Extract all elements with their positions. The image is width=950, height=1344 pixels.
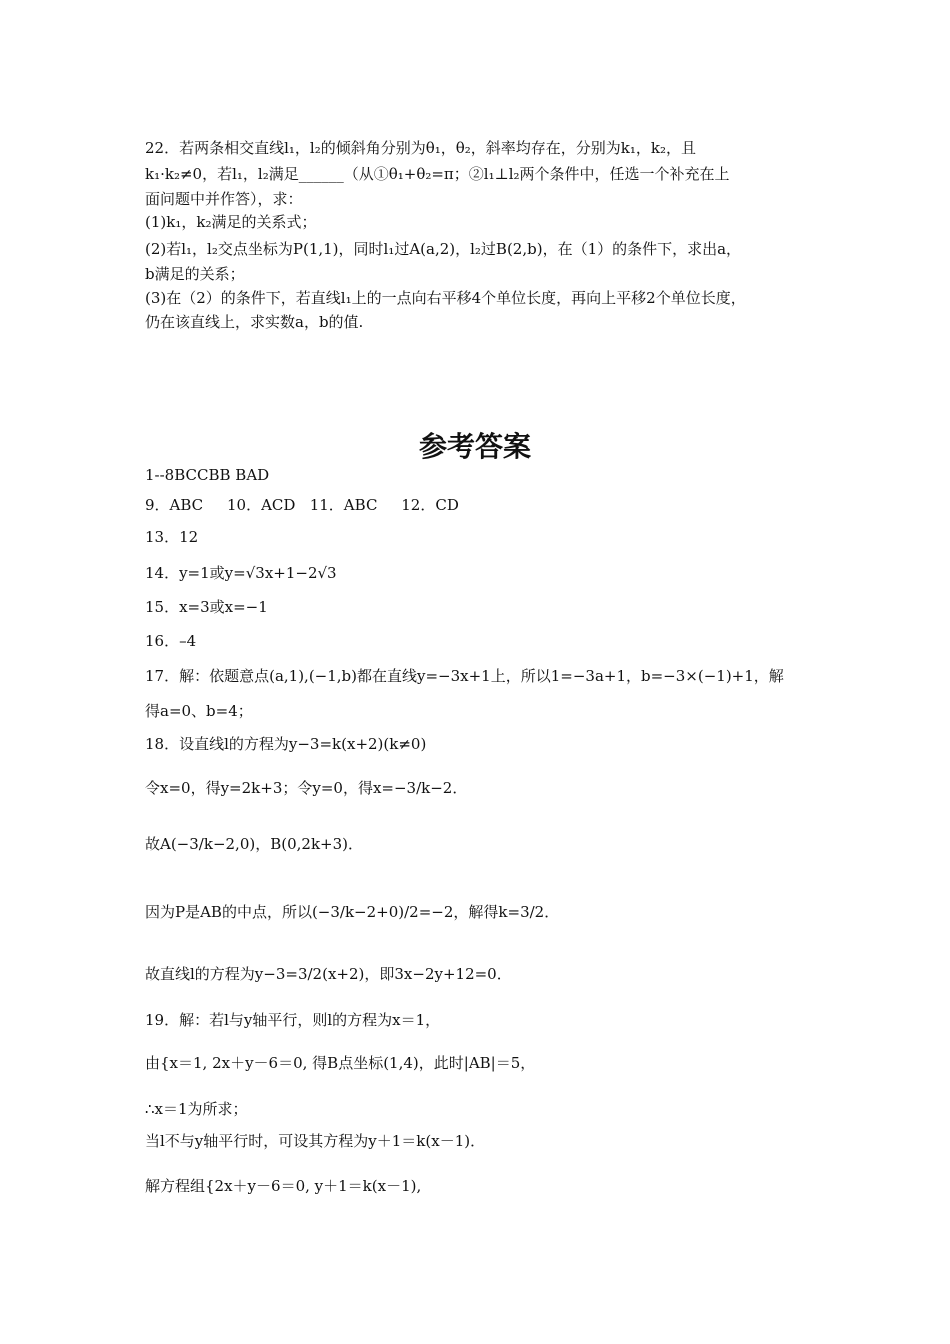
answer-18-line-3: 故A(−3/k−2,0)，B(0,2k+3)． bbox=[145, 835, 363, 853]
q22-line-1: 22．若两条相交直线l₁，l₂的倾斜角分别为θ₁，θ₂，斜率均存在，分别为k₁，k₂，且 bbox=[145, 139, 697, 157]
answers-title: 参考答案 bbox=[418, 430, 531, 463]
q22-line-2: k₁·k₂≠0，若l₁，l₂满足______（从①θ₁+θ₂=π；②l₁⊥l₂两个条件中，任选一个补充在上 bbox=[145, 165, 730, 183]
answer-19-line-4: 当l不与y轴平行时，可设其方程为y＋1＝k(x－1)． bbox=[145, 1132, 486, 1150]
answer-18-line-1: 18．设直线l的方程为y−3=k(x+2)(k≠0) bbox=[145, 735, 427, 753]
answer-13: 13．12 bbox=[145, 528, 199, 546]
q22-part-3b: 仍在该直线上，求实数a，b的值. bbox=[145, 313, 364, 331]
answer-1-8: 1--8BCCBB BAD bbox=[145, 466, 270, 484]
answer-17-line-1: 17．解：依题意点(a,1),(−1,b)都在直线y=−3x+1上，所以1=−3a+1，b=−3×(−1)+1，解 bbox=[145, 667, 784, 685]
answer-15: 15．x=3或x=−1 bbox=[145, 598, 268, 616]
q22-part-1: (1)k₁，k₂满足的关系式； bbox=[145, 213, 317, 231]
q22-part-2b: b满足的关系； bbox=[145, 265, 245, 283]
answer-19-line-3: ∴x＝1为所求； bbox=[145, 1100, 248, 1118]
q22-part-3a: (3)在（2）的条件下，若直线l₁上的一点向右平移4个单位长度，再向上平移2个单位长度， bbox=[145, 289, 746, 307]
answer-18-line-5: 故直线l的方程为y−3=3/2(x+2)，即3x−2y+12=0． bbox=[145, 965, 512, 983]
answer-19-line-2: 由{x＝1, 2x＋y－6＝0, 得B点坐标(1,4)，此时|AB|＝5， bbox=[145, 1054, 536, 1072]
answer-18-line-4: 因为P是AB的中点，所以(−3/k−2+0)/2=−2，解得k=3/2． bbox=[145, 903, 560, 921]
answer-19-line-5: 解方程组{2x＋y－6＝0, y＋1＝k(x－1), bbox=[145, 1177, 422, 1195]
answer-16: 16．–4 bbox=[145, 632, 197, 650]
q22-part-2a: (2)若l₁，l₂交点坐标为P(1,1)，同时l₁过A(a,2)，l₂过B(2,b)，在（1）的条件下，求出a， bbox=[145, 240, 742, 258]
answer-19-line-1: 19．解：若l与y轴平行，则l的方程为x＝1， bbox=[145, 1011, 441, 1029]
answer-17-line-2: 得a=0、b=4； bbox=[145, 702, 253, 720]
answer-18-line-2: 令x=0，得y=2k+3；令y=0，得x=−3/k−2． bbox=[145, 779, 468, 797]
answer-9-12: 9．ABC 10．ACD 11．ABC 12．CD bbox=[145, 496, 459, 514]
q22-line-3: 面问题中并作答），求： bbox=[145, 190, 303, 208]
answer-14: 14．y=1或y=√3x+1−2√3 bbox=[145, 564, 337, 582]
